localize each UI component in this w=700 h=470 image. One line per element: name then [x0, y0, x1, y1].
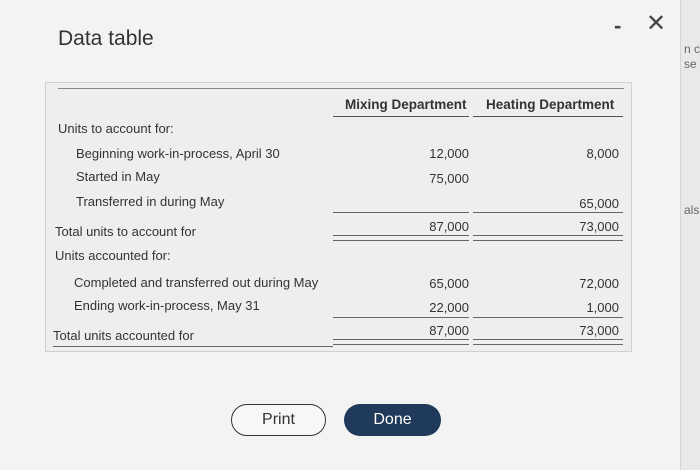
row-label-total-to-account: Total units to account for — [55, 224, 196, 239]
side-fragment-3: als — [684, 203, 700, 217]
dialog-title: Data table — [58, 27, 154, 50]
side-fragment-1: n c — [684, 42, 700, 56]
header-heating-department: Heating Department — [486, 97, 615, 112]
cell-heating-total-accounted: 73,000 — [579, 323, 619, 338]
cell-heating-total-to-account-value: 73,000 — [579, 219, 619, 234]
print-button[interactable]: Print — [231, 404, 326, 436]
cell-heating-transferred-in: 65,000 — [579, 196, 619, 211]
row-label-started: Started in May — [76, 169, 160, 184]
background-window-strip — [680, 0, 700, 470]
cell-heating-ending-wip: 1,000 — [586, 300, 619, 315]
header-mixing-department: Mixing Department — [345, 97, 467, 112]
minimize-icon[interactable]: - — [614, 13, 622, 38]
final-double-rule-mixing — [333, 339, 469, 345]
close-icon[interactable]: ✕ — [646, 10, 667, 37]
cell-mixing-completed: 65,000 — [429, 276, 469, 291]
total-double-rule-mixing — [333, 235, 469, 241]
row-label-transferred-in: Transferred in during May — [76, 194, 225, 209]
row-label-ending-wip: Ending work-in-process, May 31 — [74, 298, 260, 313]
row-label-total-accounted: Total units accounted for — [53, 328, 194, 343]
row-label-completed: Completed and transferred out during May — [74, 275, 319, 290]
final-double-rule-heating — [473, 339, 623, 345]
side-fragment-2: se — [684, 57, 697, 71]
cell-mixing-started: 75,000 — [429, 171, 469, 186]
table-top-rule — [58, 88, 624, 89]
subtotal-rule-heating — [473, 212, 623, 213]
done-button[interactable]: Done — [344, 404, 441, 436]
cell-mixing-ending-wip: 22,000 — [429, 300, 469, 315]
subtotal-rule-mixing — [333, 212, 469, 213]
units-to-account-heading: Units to account for: — [58, 121, 174, 136]
cell-mixing-total-accounted: 87,000 — [429, 323, 469, 338]
total-accounted-label-rule — [53, 346, 333, 347]
cell-mixing-total-to-account: 87,000 — [429, 219, 469, 234]
header-underline-mixing — [333, 116, 469, 117]
cell-heating-beginning-wip: 8,000 — [586, 146, 619, 161]
final-rule-mixing — [333, 317, 469, 318]
cell-heating-completed: 72,000 — [579, 276, 619, 291]
final-rule-heating — [473, 317, 623, 318]
units-accounted-heading: Units accounted for: — [55, 248, 171, 263]
row-label-beginning-wip: Beginning work-in-process, April 30 — [76, 146, 280, 161]
total-double-rule-heating — [473, 235, 623, 241]
cell-mixing-beginning-wip: 12,000 — [429, 146, 469, 161]
header-underline-heating — [473, 116, 623, 117]
